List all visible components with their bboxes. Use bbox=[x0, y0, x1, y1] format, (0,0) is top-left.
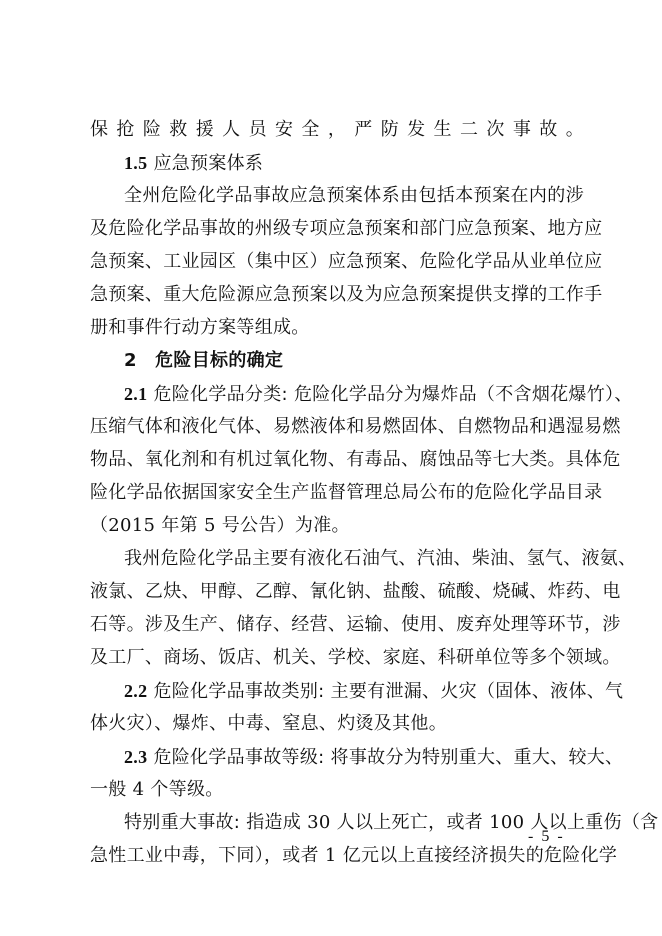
paragraph-line bbox=[90, 280, 603, 310]
paragraph-line bbox=[90, 511, 584, 541]
paragraph-line bbox=[90, 610, 621, 640]
paragraph-line bbox=[90, 313, 584, 343]
paragraph-line bbox=[90, 775, 584, 805]
line-text: 册和事件行动方案等组成。 bbox=[90, 317, 310, 338]
paragraph-line bbox=[90, 643, 621, 673]
paragraph-line-major-accident bbox=[124, 808, 659, 838]
paragraph-line bbox=[90, 247, 603, 277]
line-text: 我州危险化学品主要有液化石油气、汽油、柴油、氢气、液氨、 bbox=[124, 548, 637, 569]
paragraph-line-2-3 bbox=[124, 742, 624, 772]
line-text: 急预案、工业园区（集中区）应急预案、危险化学品从业单位应 bbox=[90, 251, 603, 272]
line-text: 指造成 30 人以上死亡，或者 100 人以上重伤（含 bbox=[246, 812, 659, 833]
paragraph-line bbox=[90, 478, 603, 508]
section-heading-1-5 bbox=[124, 148, 584, 178]
paragraph-line bbox=[90, 709, 584, 739]
paragraph-line bbox=[90, 841, 618, 871]
line-text: 将事故分为特别重大、重大、较大、 bbox=[330, 747, 624, 768]
line-text: 主要有泄漏、火灾（固体、液体、气 bbox=[330, 681, 624, 702]
line-text: 全州危险化学品事故应急预案体系由包括本预案在内的涉 bbox=[124, 185, 584, 206]
line-text: 石等。涉及生产、储存、经营、运输、使用、废弃处理等环节，涉 bbox=[90, 614, 621, 635]
line-text: 体火灾）、爆炸、中毒、窒息、灼烫及其他。 bbox=[90, 713, 447, 734]
line-text: 及工厂、商场、饭店、机关、学校、家庭、科研单位等多个领域。 bbox=[90, 647, 621, 668]
chapter-heading-2 bbox=[124, 346, 584, 376]
line-text: 液氯、乙炔、甲醇、乙醇、氰化钠、盐酸、硫酸、烧碱、炸药、电 bbox=[90, 581, 621, 602]
term-label: 危险化学品事故等级: bbox=[153, 747, 325, 768]
paragraph-line bbox=[90, 115, 584, 145]
paragraph-line bbox=[90, 214, 603, 244]
line-text: 急性工业中毒，下同），或者 1 亿元以上直接经济损失的危险化学 bbox=[90, 845, 618, 866]
paragraph-line bbox=[90, 577, 621, 607]
paragraph-line-2-1 bbox=[124, 379, 633, 409]
paragraph-line bbox=[90, 445, 621, 475]
section-number: 2.3 bbox=[124, 747, 148, 767]
line-text: 险化学品依据国家安全生产监督管理总局公布的危险化学品目录 bbox=[90, 482, 603, 503]
term-label: 危险化学品分类: bbox=[153, 384, 288, 405]
section-number: 1.5 bbox=[124, 153, 148, 173]
line-text: 急预案、重大危险源应急预案以及为应急预案提供支撑的工作手 bbox=[90, 284, 603, 305]
section-number: 2.1 bbox=[124, 384, 148, 404]
paragraph-line bbox=[124, 544, 637, 574]
chapter-title: 2 危险目标的确定 bbox=[124, 350, 284, 371]
section-title: 应急预案体系 bbox=[153, 153, 264, 174]
line-text: 一般 4 个等级。 bbox=[90, 779, 224, 800]
line-text: 压缩气体和液化气体、易燃液体和易燃固体、自燃物品和遇湿易燃 bbox=[90, 416, 621, 437]
section-number: 2.2 bbox=[124, 681, 148, 701]
term-label: 危险化学品事故类别: bbox=[153, 681, 325, 702]
term-label: 特别重大事故: bbox=[124, 812, 241, 833]
page-number: - 5 - bbox=[528, 828, 565, 845]
paragraph-line-2-2 bbox=[124, 676, 624, 706]
line-text: 危险化学品分为爆炸品（不含烟花爆竹）、 bbox=[293, 384, 633, 405]
paragraph-line bbox=[90, 412, 621, 442]
line-text: （2015 年第 5 号公告）为准。 bbox=[90, 515, 350, 536]
line-text: 及危险化学品事故的州级专项应急预案和部门应急预案、地方应 bbox=[90, 218, 603, 239]
paragraph-line bbox=[124, 181, 584, 211]
line-text: 保抢险救援人员安全，严防发生二次事故。 bbox=[90, 119, 584, 140]
line-text: 物品、氧化剂和有机过氧化物、有毒品、腐蚀品等七大类。具体危 bbox=[90, 449, 621, 470]
